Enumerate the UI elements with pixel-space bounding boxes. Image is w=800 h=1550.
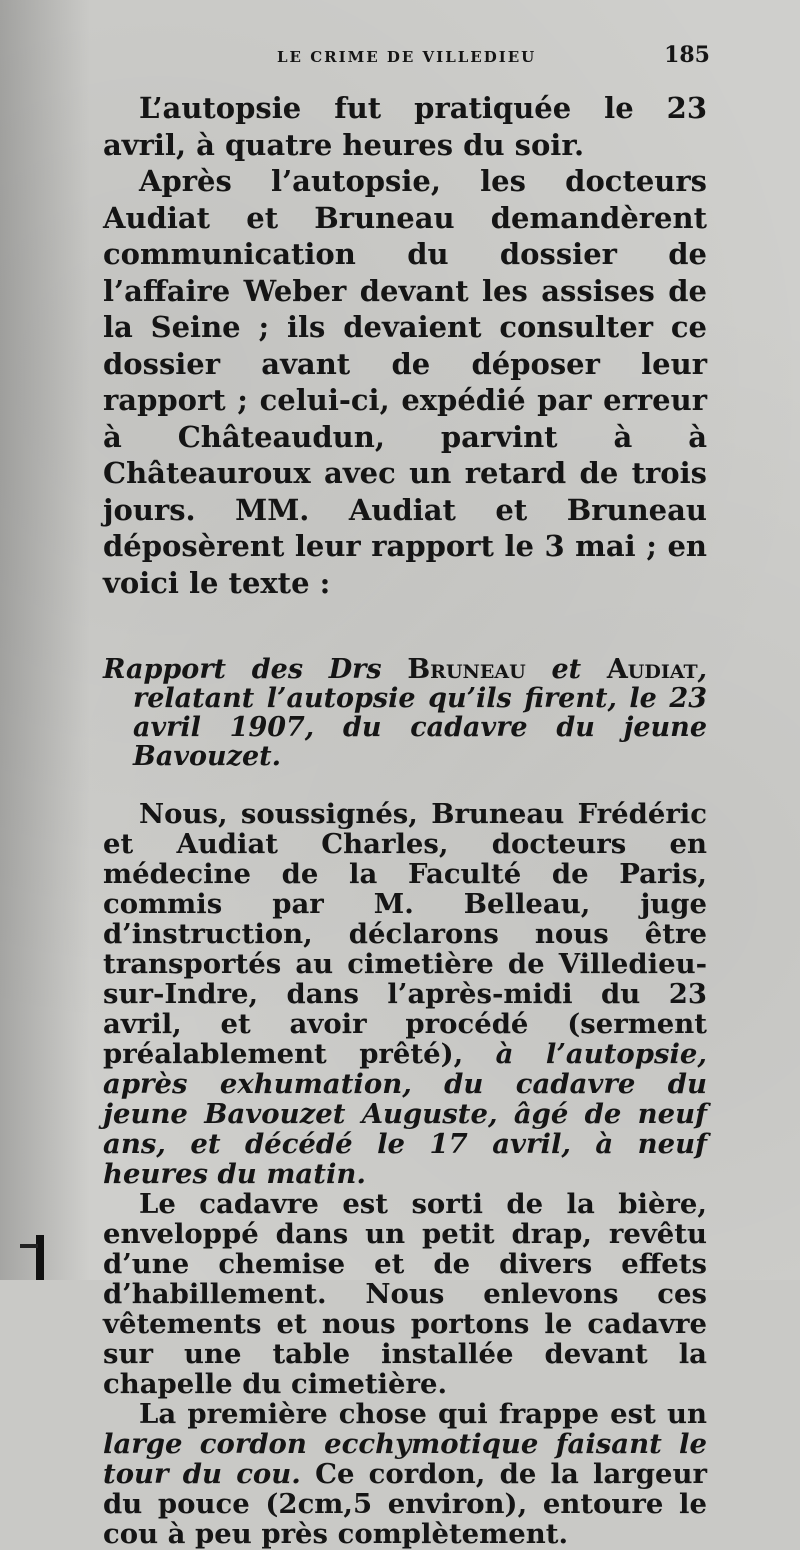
paragraph-cordon-text-1: La première chose qui frappe est un <box>139 1398 707 1430</box>
paragraph-cordon-italic: large cordon ecchymotique faisant le tour du cou. <box>103 1428 707 1490</box>
margin-mark-tick <box>20 1244 38 1248</box>
page-number: 185 <box>664 42 710 68</box>
report-heading-rest: , relatant l’autopsie qu’ils firent, le 23 avril 1907, du cadavre du jeune Bavouzet. <box>133 654 707 772</box>
report-heading-name-1: Bruneau <box>407 654 526 685</box>
report-heading-prefix: Rapport des Drs <box>103 654 408 685</box>
paragraph-soussignes <box>103 799 707 1189</box>
report-heading-name-2: Audiat <box>606 654 698 685</box>
margin-mark <box>36 1235 44 1280</box>
page-gutter-shadow <box>0 0 90 1280</box>
report-heading <box>103 655 707 771</box>
report-body <box>103 799 707 1549</box>
report-heading-and: et <box>525 654 607 685</box>
main-text <box>103 90 707 1549</box>
page-header <box>102 42 710 76</box>
paragraph-soussignes-italic: à l’autopsie, après exhumation, du cadavre du jeune Bavouzet Auguste, âgé de neuf ans, et décédé le 17 avril, à neuf heures du matin. <box>103 1038 708 1190</box>
paragraph-cadavre: Le cadavre est sorti de la bière, enveloppé dans un petit drap, revêtu d’une chemise et de divers effets d’habillement. Nous enlevons ces vêtements et nous portons le cadavre sur une table installée devant la chapelle du cimetière. <box>103 1188 707 1400</box>
paragraph-cordon <box>103 1399 707 1549</box>
paragraph-soussignes-text: Nous, soussignés, Bruneau Frédéric et Audiat Charles, docteurs en médecine de la Faculté de Paris, commis par M. Belleau, juge d’instruction, déclarons nous être transportés au cimetière de Villedieu-sur-Indre, dans l’après-midi du 23 avril, et avoir procédé (serment préalablement prêté), <box>103 798 707 1070</box>
paragraph-autopsie-date: L’autopsie fut pratiquée le 23 avril, à quatre heures du soir. <box>103 91 707 162</box>
paragraph-dossier: Après l’autopsie, les docteurs Audiat et Bruneau demandèrent communication du dossier de l’affaire Weber devant les assises de la Seine ; ils devaient consulter ce dossier avant de déposer leur rapport ; celui-ci, expédié par erreur à Châteaudun, parvint à à Châteauroux avec un retard de trois jours. MM. Audiat et Bruneau déposèrent leur rapport le 3 mai ; en voici le texte : <box>103 164 707 600</box>
running-title: LE CRIME DE VILLEDIEU <box>277 48 537 66</box>
paragraph-cordon-text-2: Ce cordon, de la largeur du pouce (2cm,5 environ), entoure le cou à peu près complètement. <box>103 1458 707 1550</box>
